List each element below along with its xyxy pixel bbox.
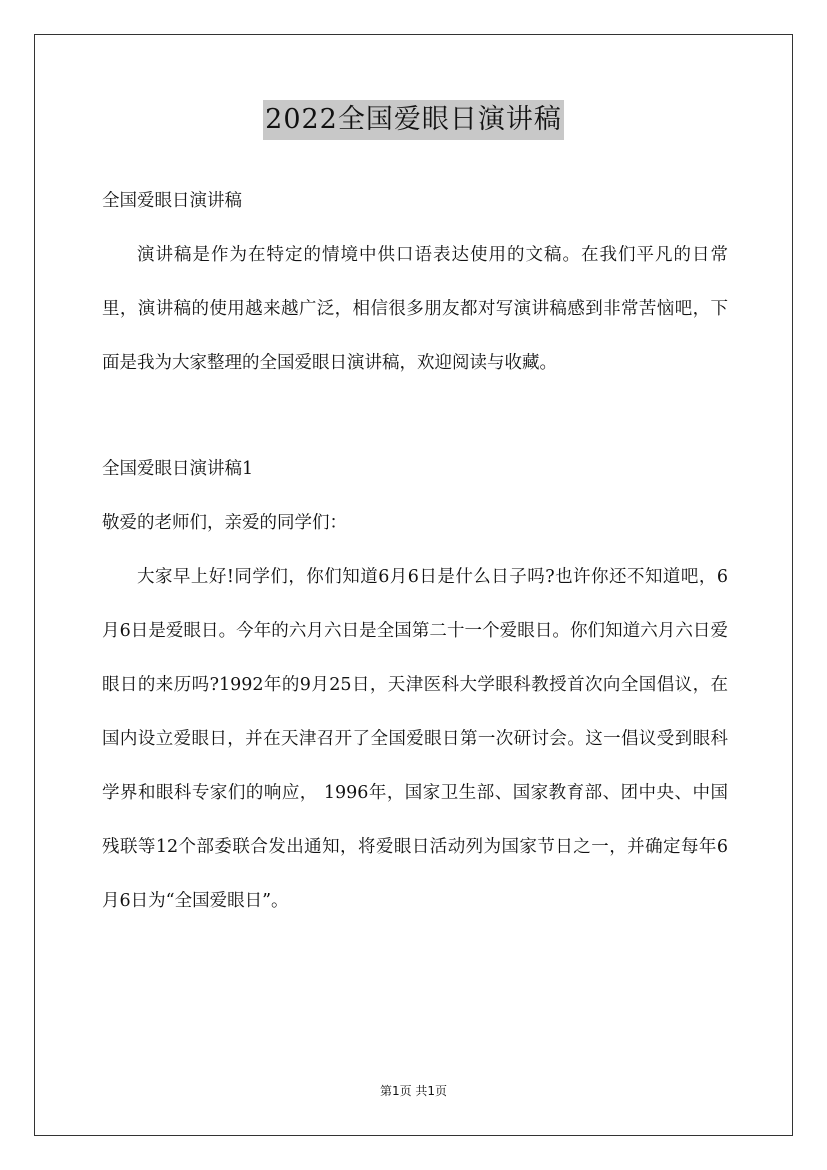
- document-title: 2022全国爱眼日演讲稿: [263, 100, 564, 140]
- document-body: [102, 174, 728, 928]
- title-container: [0, 100, 827, 140]
- intro-paragraph: 演讲稿是作为在特定的情境中供口语表达使用的文稿。在我们平凡的日常里，演讲稿的使用越来越广泛，相信很多朋友都对写演讲稿感到非常苦恼吧，下面是我为大家整理的全国爱眼日演讲稿，欢迎阅读与收藏。: [102, 245, 728, 373]
- body-paragraph: 大家早上好!同学们，你们知道6月6日是什么日子吗?也许你还不知道吧，6月6日是爱眼日。今年的六月六日是全国第二十一个爱眼日。你们知道六月六日爱眼日的来历吗?1992年的9月25日，天津医科大学眼科教授首次向全国倡议，在国内设立爱眼日，并在天津召开了全国爱眼日第一次研讨会。这一倡议受到眼科学界和眼科专家们的响应， 1996年，国家卫生部、国家教育部、团中央、中国残联等12个部委联合发出通知，将爱眼日活动列为国家节日之一，并确定每年6月6日为“全国爱眼日”。: [102, 567, 728, 911]
- paragraph-gap: [102, 390, 728, 442]
- section-heading: 全国爱眼日演讲稿1: [102, 459, 254, 479]
- subtitle: 全国爱眼日演讲稿: [102, 191, 242, 211]
- greeting: 敬爱的老师们，亲爱的同学们：: [102, 513, 347, 533]
- page-footer: 第1页 共1页: [379, 1084, 448, 1098]
